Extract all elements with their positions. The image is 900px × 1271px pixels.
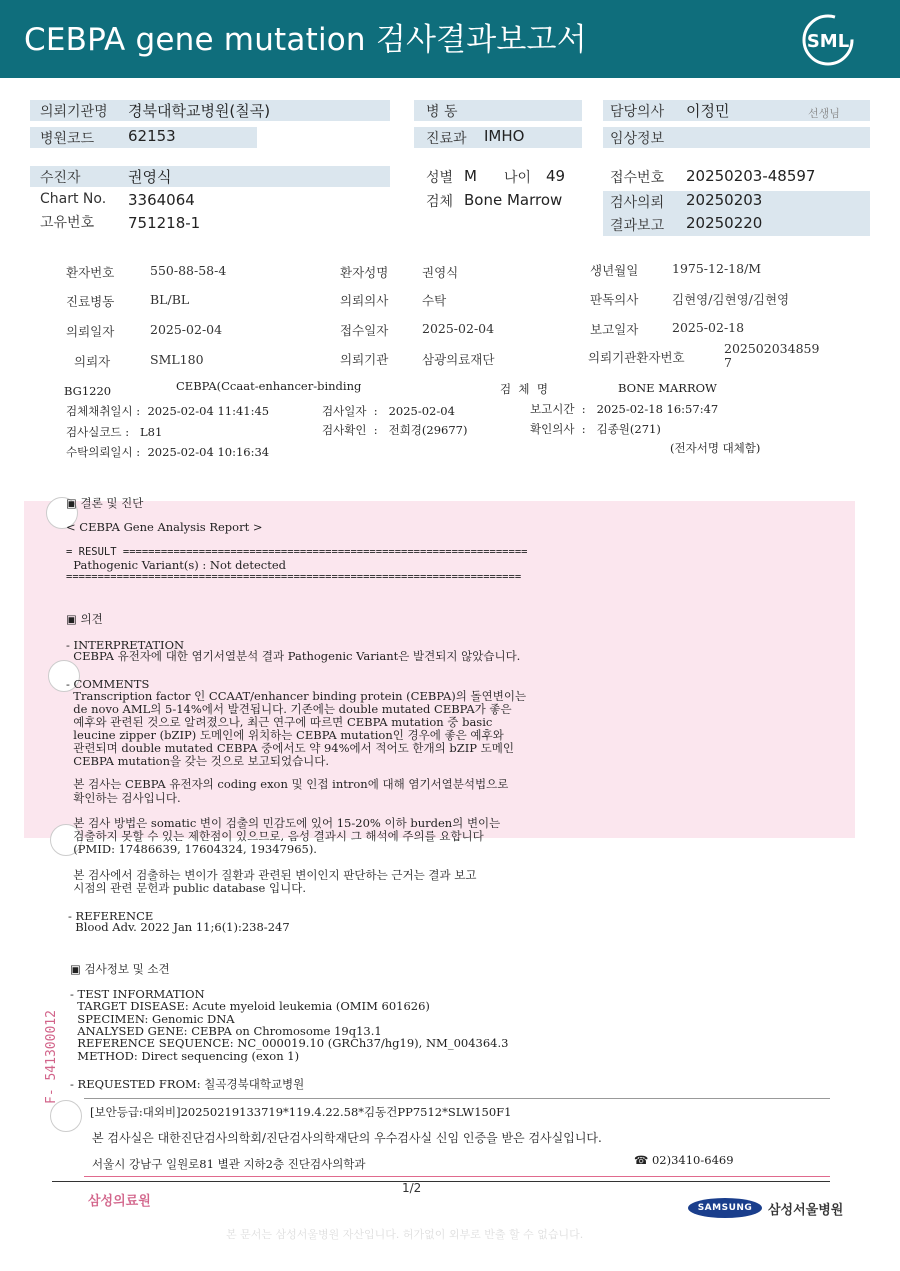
scan-read-doctor-label: 판독의사 (590, 292, 639, 307)
page-title: CEBPA gene mutation 검사결과보고서 (24, 22, 587, 58)
scan-ward: BL/BL (150, 292, 190, 307)
scan-lab-code: 검사실코드 : L81 (66, 425, 163, 439)
analysis-title: < CEBPA Gene Analysis Report > (66, 520, 263, 534)
scan-read-doctor: 김현영/김현영/김현영 (672, 292, 790, 307)
receipt-value: 20250203-48597 (686, 167, 816, 185)
doctor-label: 담당의사 (610, 104, 665, 120)
scan-confirm-doctor: 확인의사 : 김종원(271) (530, 422, 661, 436)
address: 서울시 강남구 일원로81 별관 지하2층 진단검사의학과 (92, 1157, 366, 1171)
comment-line: leucine zipper (bZIP) 도메인에 위치하는 CEBPA mutation인 경우에 좋은 예후와 (66, 728, 504, 742)
scan-test-name: CEBPA(Ccaat-enhancer-binding (176, 379, 362, 393)
comment-line: 관련되며 double mutated CEBPA 중에서도 약 94%에서 적어도 한개의 bZIP 도메인 (66, 741, 514, 755)
clinical-label: 임상정보 (610, 131, 665, 147)
chart-label: Chart No. (40, 191, 107, 207)
dept-label: 진료과 (426, 131, 467, 147)
header-bar (0, 0, 900, 78)
scan-requester-label: 의뢰자 (74, 354, 111, 369)
section-test-info: ▣ 검사정보 및 소견 (70, 962, 170, 976)
patient-bar (30, 166, 390, 187)
request-value: 20250203 (686, 191, 763, 209)
scan-consign: 수탁의뢰일시 : 2025-02-04 10:16:34 (66, 445, 270, 459)
scan-req-doctor-label: 의뢰의사 (340, 293, 389, 308)
scan-code: BG1220 (64, 384, 112, 398)
interp-text: CEBPA 유전자에 대한 염기서열분석 결과 Pathogenic Variant은 발견되지 않았습니다. (66, 649, 521, 663)
scan-rep-date: 2025-02-18 (672, 320, 745, 335)
requested-from: - REQUESTED FROM: 칠곡경북대학교병원 (70, 1077, 305, 1091)
scan-ward-label: 진료병동 (66, 294, 115, 309)
hospital-code-label: 병원코드 (40, 131, 95, 147)
page-number: 1/2 (402, 1181, 422, 1195)
scan-patient-no: 550-88-58-4 (150, 263, 227, 278)
comment-line: de novo AML의 5-14%에서 발견됩니다. 기존에는 double mutated CEBPA가 좋은 (66, 702, 512, 716)
ward-label: 병 동 (426, 104, 458, 120)
unique-label: 고유번호 (40, 215, 95, 231)
phone: ☎ 02)3410-6469 (634, 1153, 734, 1167)
scan-inst-patient: 2025020348597 (724, 341, 820, 370)
scan-collect: 검체채취일시 : 2025-02-04 11:41:45 (66, 404, 270, 418)
report-label: 결과보고 (610, 218, 665, 234)
test-info-line: SPECIMEN: Genomic DNA (70, 1012, 235, 1026)
doctor-suffix: 선생님 (808, 107, 840, 120)
receipt-label: 접수번호 (610, 170, 665, 186)
scan-dob-label: 생년월일 (590, 263, 639, 278)
comment-line: CEBPA mutation을 갖는 것으로 보고되었습니다. (66, 754, 330, 768)
logo-text: SML (806, 31, 850, 52)
scan-name: 권영식 (422, 265, 459, 280)
scan-inst-patient-label: 의뢰기관환자번호 (588, 350, 685, 365)
institution-label: 의뢰기관명 (40, 104, 108, 120)
result-line: = RESULT ================================================================ (66, 546, 528, 558)
scan-patient-no-label: 환자번호 (66, 265, 115, 280)
unique-value: 751218-1 (128, 214, 201, 232)
scan-requester: SML180 (150, 352, 204, 367)
left-logo: 삼성의료원 (88, 1194, 151, 1209)
institution-value: 경북대학교병원(칠곡) (128, 102, 271, 120)
request-label: 검사의뢰 (610, 195, 665, 211)
scan-req-date-label: 의뢰일자 (66, 324, 115, 339)
comment-line: 시점의 관련 문헌과 public database 입니다. (66, 881, 306, 895)
divider-pink (84, 1176, 830, 1177)
reference-heading: - REFERENCE (68, 909, 154, 923)
scan-req-date: 2025-02-04 (150, 322, 223, 337)
scan-req-doctor: 수탁 (422, 293, 447, 308)
test-info-line: REFERENCE SEQUENCE: NC_000019.10 (GRCh37/hg19), NM_004364.3 (70, 1036, 509, 1050)
scan-recv-date-label: 접수일자 (340, 323, 389, 338)
watermark: 본 문서는 삼성서울병원 자산입니다. 허가없이 외부로 반출 할 수 없습니다. (226, 1228, 584, 1241)
punch-hole (50, 1100, 82, 1132)
scan-esign: (전자서명 대체함) (670, 441, 761, 455)
test-info-line: ANALYSED GENE: CEBPA on Chromosome 19q13.1 (70, 1024, 382, 1038)
result-text: Pathogenic Variant(s) : Not detected (66, 558, 286, 572)
scan-name-label: 환자성명 (340, 265, 389, 280)
dept-value: IMHO (484, 127, 525, 145)
scan-confirm: 검사확인 : 전희경(29677) (322, 423, 468, 437)
patient-value: 권영식 (128, 168, 172, 186)
report-value: 20250220 (686, 214, 763, 232)
scan-req-inst-label: 의뢰기관 (340, 352, 389, 367)
comment-line: 확인하는 검사입니다. (66, 791, 181, 805)
certification: 본 검사실은 대한진단검사의학회/진단검사의학재단의 우수검사실 신임 인증을 받은 검사실입니다. (92, 1131, 602, 1145)
scan-test-date: 검사일자 : 2025-02-04 (322, 404, 455, 418)
comment-line: (PMID: 17486639, 17604324, 19347965). (66, 842, 317, 856)
result-end: ======================================================================== (66, 571, 522, 583)
sex-value: M (464, 167, 477, 185)
comment-line: 본 검사 방법은 somatic 변이 검출의 민감도에 있어 15-20% 이하 burden의 변이는 (66, 816, 501, 830)
comment-line: Transcription factor 인 CCAAT/enhancer binding protein (CEBPA)의 돌연변이는 (66, 689, 527, 703)
interp-heading: - INTERPRETATION (66, 638, 185, 652)
chart-value: 3364064 (128, 191, 195, 209)
test-info-line: - TEST INFORMATION (70, 987, 205, 1001)
scan-dob: 1975-12-18/M (672, 261, 762, 276)
divider-footer (52, 1181, 830, 1182)
test-info-line: TARGET DISEASE: Acute myeloid leukemia (OMIM 601626) (70, 999, 430, 1013)
security-line: [보안등급:대외비]20250219133719*119.4.22.58*김동건PP7512*SLW150F1 (90, 1105, 512, 1119)
section-opinion: ▣ 의견 (66, 612, 103, 626)
section-conclusion: ▣ 결론 및 진단 (66, 496, 144, 510)
hospital-code-value: 62153 (128, 127, 176, 145)
comments-heading: - COMMENTS (66, 677, 150, 691)
reference-text: Blood Adv. 2022 Jan 11;6(1):238-247 (68, 920, 290, 934)
sex-label: 성별 (426, 170, 454, 186)
specimen-value: Bone Marrow (464, 191, 563, 209)
scan-report-time: 보고시간 : 2025-02-18 16:57:47 (530, 402, 719, 416)
doctor-value: 이정민 (686, 102, 730, 120)
hospital-name: 삼성서울병원 (768, 1203, 844, 1218)
side-id: F- 541300012 (44, 1010, 59, 1104)
age-label: 나이 (504, 170, 532, 186)
comment-line: 검출하지 못할 수 있는 제한점이 있으므로, 음성 결과시 그 해석에 주의를 요합니다 (66, 829, 484, 843)
age-value: 49 (546, 167, 566, 185)
patient-label: 수진자 (40, 170, 81, 186)
comment-line: 본 검사는 CEBPA 유전자의 coding exon 및 인접 intron에 대해 염기서열분석법으로 (66, 777, 509, 791)
specimen-label: 검체 (426, 194, 454, 210)
scan-req-inst: 삼광의료재단 (422, 352, 495, 367)
scan-specimen-label: 검 체 명 (500, 382, 548, 396)
divider (84, 1098, 830, 1099)
comment-line: 예후와 관련된 것으로 알려졌으나, 최근 연구에 따르면 CEBPA mutation 중 basic (66, 715, 493, 729)
scan-recv-date: 2025-02-04 (422, 321, 495, 336)
scan-specimen: BONE MARROW (618, 381, 717, 395)
comment-line: 본 검사에서 검출하는 변이가 질환과 관련된 변이인지 판단하는 근거는 결과 보고 (66, 868, 477, 882)
samsung-logo-icon: SAMSUNG (688, 1198, 762, 1218)
scan-rep-date-label: 보고일자 (590, 322, 639, 337)
test-info-line: METHOD: Direct sequencing (exon 1) (70, 1049, 300, 1063)
sml-logo-icon (800, 12, 856, 68)
